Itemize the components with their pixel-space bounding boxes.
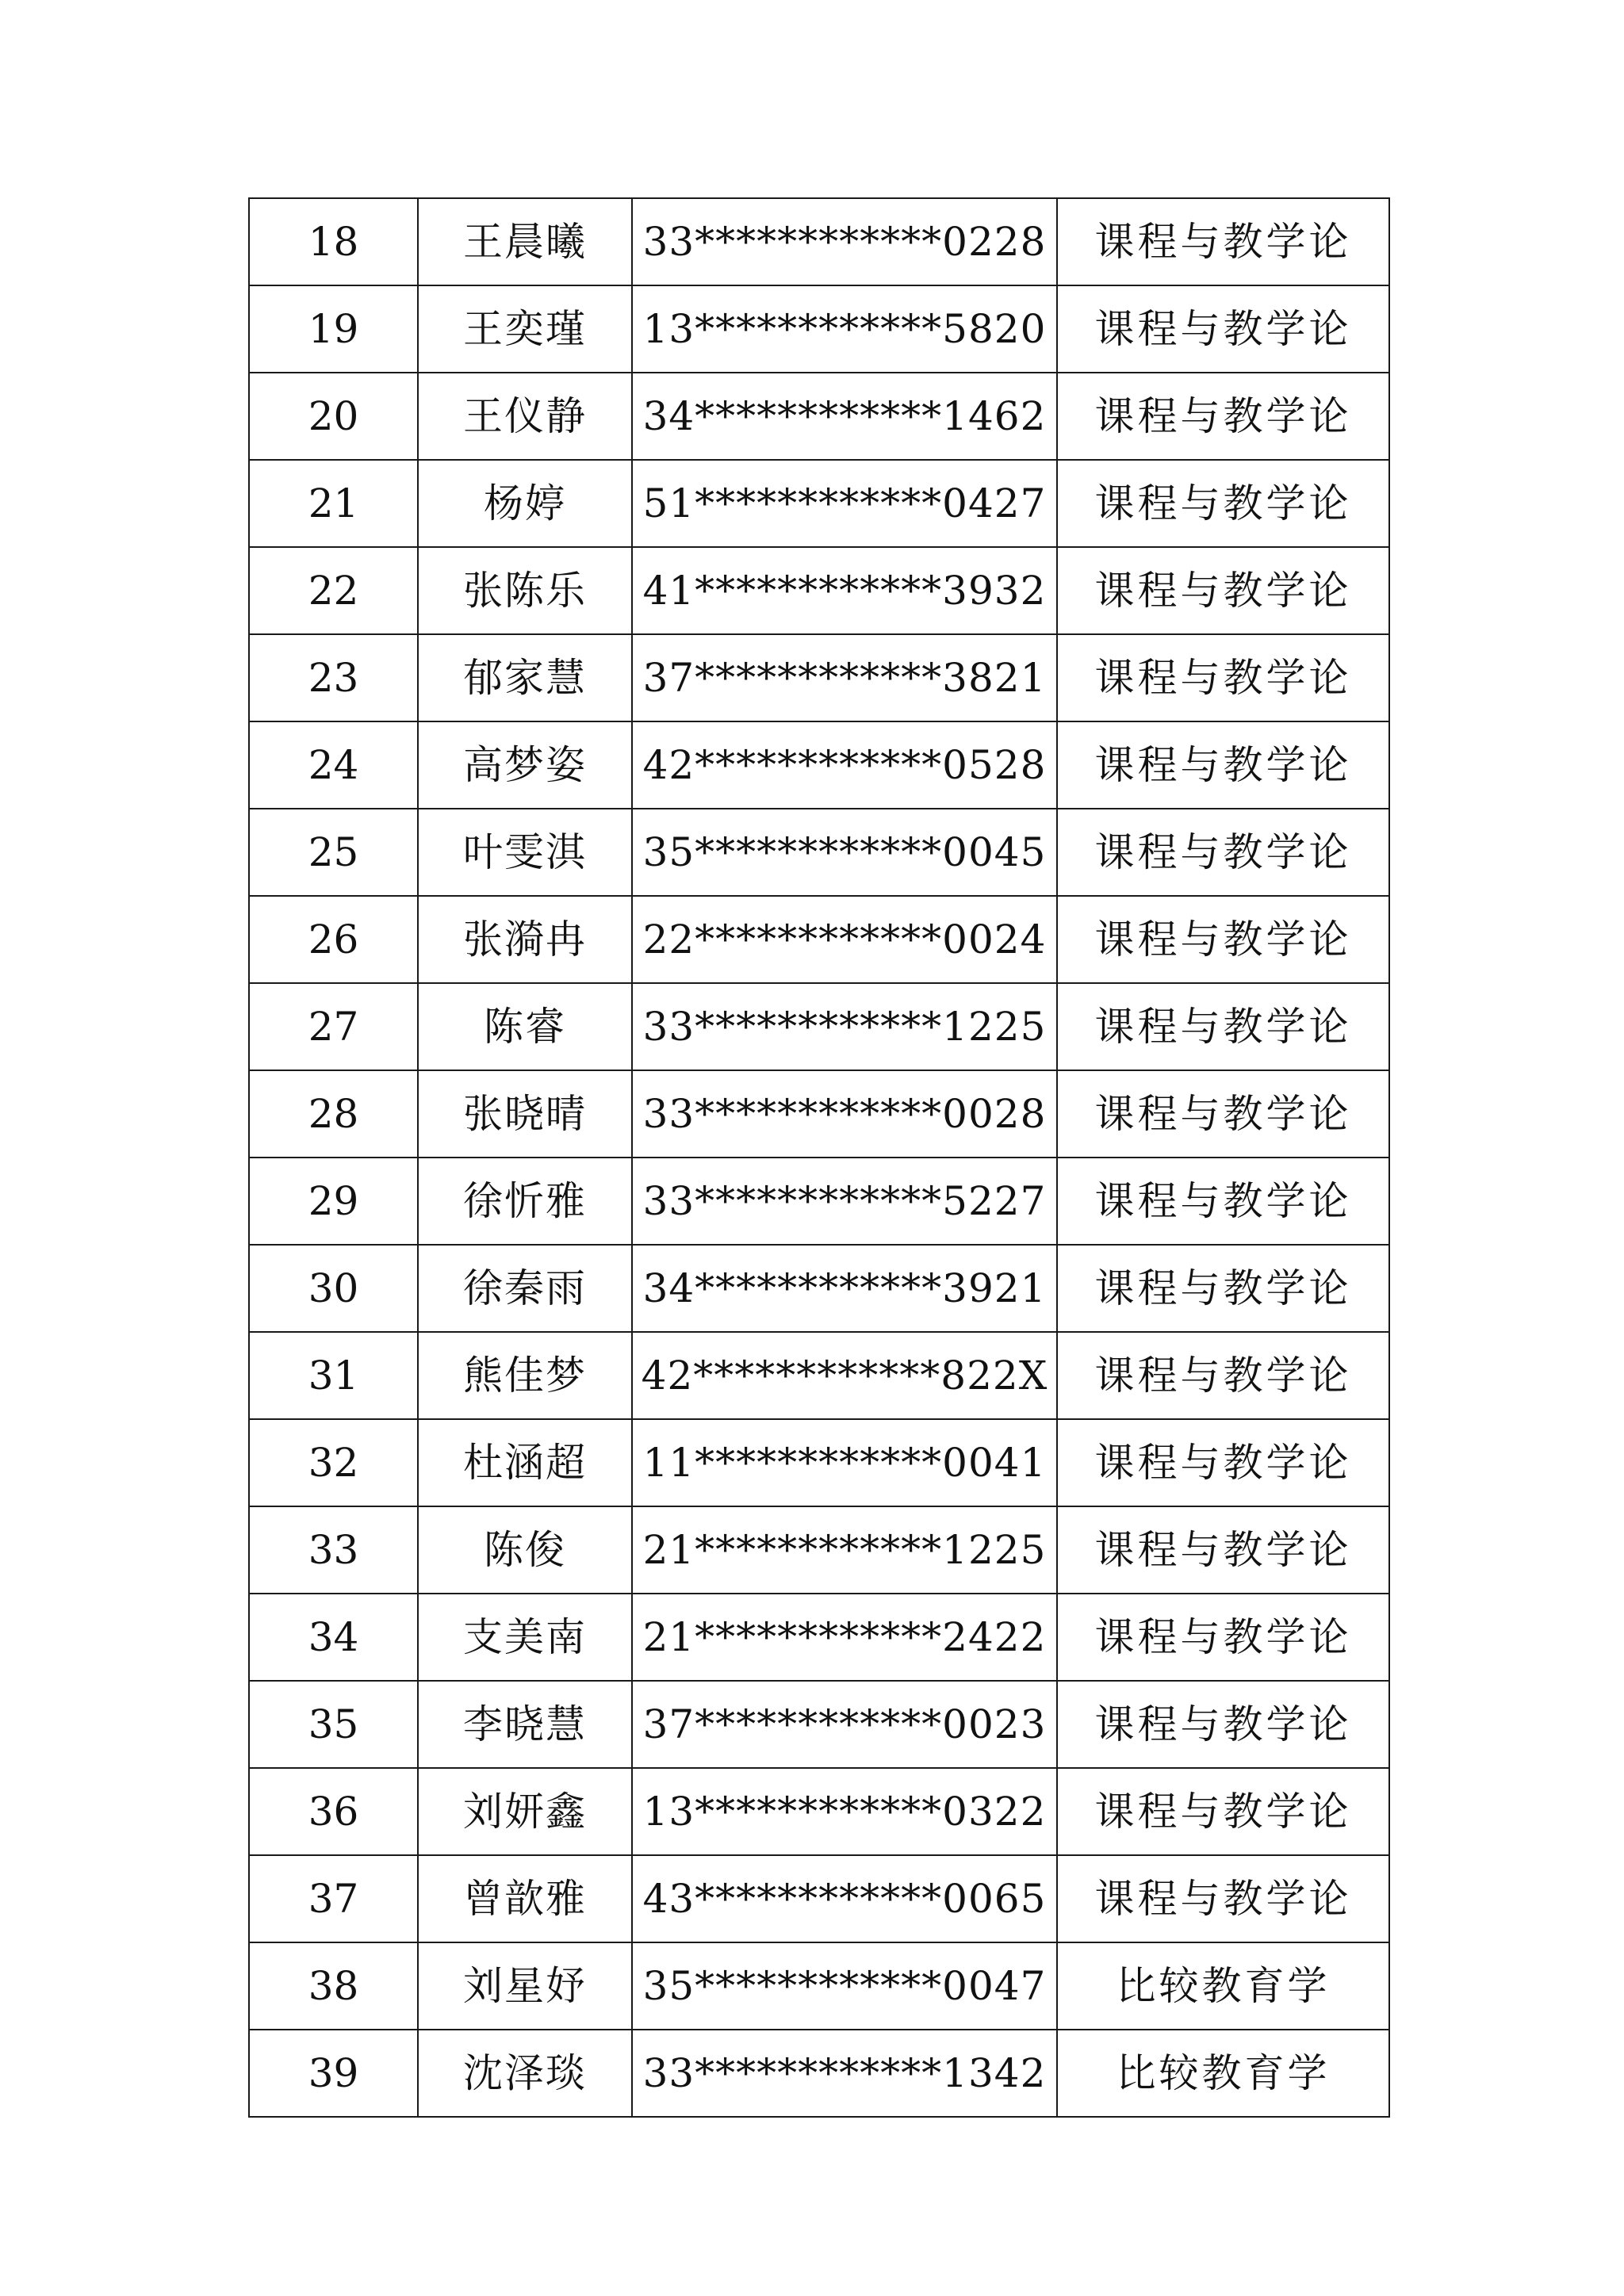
name-cell: 杜涵超 [418,1419,632,1506]
row-number-cell: 23 [249,634,418,721]
major-cell: 课程与教学论 [1057,983,1389,1070]
row-number-cell: 29 [249,1158,418,1245]
id-number-cell: 13************5820 [632,285,1057,373]
table-row [249,809,1389,896]
name-cell: 徐忻雅 [418,1158,632,1245]
name-cell: 熊佳梦 [418,1332,632,1419]
id-number-cell: 33************1225 [632,983,1057,1070]
row-number-cell: 27 [249,983,418,1070]
table-row [249,896,1389,983]
major-cell: 比较教育学 [1057,2030,1389,2117]
table-row [249,1855,1389,1942]
major-cell: 课程与教学论 [1057,373,1389,460]
id-number-cell: 41************3932 [632,547,1057,634]
name-cell: 张漪冉 [418,896,632,983]
row-number-cell: 34 [249,1594,418,1681]
row-number-cell: 26 [249,896,418,983]
id-number-cell: 34************3921 [632,1245,1057,1332]
name-cell: 张晓晴 [418,1070,632,1158]
table-row [249,1070,1389,1158]
id-number-cell: 33************0028 [632,1070,1057,1158]
row-number-cell: 37 [249,1855,418,1942]
major-cell: 课程与教学论 [1057,721,1389,809]
table-row [249,1332,1389,1419]
table-row [249,2030,1389,2117]
row-number-cell: 31 [249,1332,418,1419]
table-row [249,1942,1389,2030]
name-cell: 徐秦雨 [418,1245,632,1332]
major-cell: 课程与教学论 [1057,1681,1389,1768]
row-number-cell: 20 [249,373,418,460]
row-number-cell: 28 [249,1070,418,1158]
table-row [249,1768,1389,1855]
table-row [249,1245,1389,1332]
table-row [249,634,1389,721]
row-number-cell: 30 [249,1245,418,1332]
major-cell: 课程与教学论 [1057,1768,1389,1855]
name-cell: 陈睿 [418,983,632,1070]
major-cell: 课程与教学论 [1057,1245,1389,1332]
row-number-cell: 19 [249,285,418,373]
id-number-cell: 33************0228 [632,198,1057,285]
id-number-cell: 21************1225 [632,1506,1057,1594]
table-row [249,1594,1389,1681]
major-cell: 课程与教学论 [1057,1419,1389,1506]
name-cell: 沈泽琰 [418,2030,632,2117]
id-number-cell: 42************822X [632,1332,1057,1419]
major-cell: 课程与教学论 [1057,547,1389,634]
row-number-cell: 32 [249,1419,418,1506]
id-number-cell: 13************0322 [632,1768,1057,1855]
name-cell: 支美南 [418,1594,632,1681]
id-number-cell: 37************3821 [632,634,1057,721]
table-row [249,198,1389,285]
table-row [249,460,1389,547]
row-number-cell: 39 [249,2030,418,2117]
major-cell: 课程与教学论 [1057,1158,1389,1245]
id-number-cell: 22************0024 [632,896,1057,983]
major-cell: 课程与教学论 [1057,198,1389,285]
name-cell: 张陈乐 [418,547,632,634]
name-cell: 高梦姿 [418,721,632,809]
major-cell: 课程与教学论 [1057,460,1389,547]
row-number-cell: 25 [249,809,418,896]
name-cell: 曾歆雅 [418,1855,632,1942]
id-number-cell: 51************0427 [632,460,1057,547]
id-number-cell: 43************0065 [632,1855,1057,1942]
table-row [249,373,1389,460]
id-number-cell: 33************5227 [632,1158,1057,1245]
major-cell: 课程与教学论 [1057,896,1389,983]
id-number-cell: 42************0528 [632,721,1057,809]
table-row [249,547,1389,634]
table-row [249,1681,1389,1768]
id-number-cell: 21************2422 [632,1594,1057,1681]
row-number-cell: 21 [249,460,418,547]
id-number-cell: 35************0047 [632,1942,1057,2030]
major-cell: 课程与教学论 [1057,809,1389,896]
table-row [249,1158,1389,1245]
row-number-cell: 18 [249,198,418,285]
name-cell: 李晓慧 [418,1681,632,1768]
major-cell: 课程与教学论 [1057,1332,1389,1419]
id-number-cell: 33************1342 [632,2030,1057,2117]
id-number-cell: 34************1462 [632,373,1057,460]
id-number-cell: 11************0041 [632,1419,1057,1506]
major-cell: 课程与教学论 [1057,1506,1389,1594]
table-row [249,1419,1389,1506]
name-cell: 叶雯淇 [418,809,632,896]
name-cell: 郁家慧 [418,634,632,721]
row-number-cell: 24 [249,721,418,809]
major-cell: 课程与教学论 [1057,1855,1389,1942]
table-row [249,1506,1389,1594]
major-cell: 课程与教学论 [1057,285,1389,373]
row-number-cell: 36 [249,1768,418,1855]
name-cell: 王奕瑾 [418,285,632,373]
name-cell: 杨婷 [418,460,632,547]
major-cell: 课程与教学论 [1057,1070,1389,1158]
table-row [249,983,1389,1070]
roster-table-body [249,198,1389,2117]
id-number-cell: 35************0045 [632,809,1057,896]
major-cell: 比较教育学 [1057,1942,1389,2030]
row-number-cell: 38 [249,1942,418,2030]
roster-table [248,197,1390,2118]
name-cell: 陈俊 [418,1506,632,1594]
major-cell: 课程与教学论 [1057,634,1389,721]
name-cell: 王晨曦 [418,198,632,285]
table-row [249,721,1389,809]
name-cell: 刘妍鑫 [418,1768,632,1855]
name-cell: 刘星妤 [418,1942,632,2030]
row-number-cell: 35 [249,1681,418,1768]
row-number-cell: 33 [249,1506,418,1594]
major-cell: 课程与教学论 [1057,1594,1389,1681]
row-number-cell: 22 [249,547,418,634]
id-number-cell: 37************0023 [632,1681,1057,1768]
name-cell: 王仪静 [418,373,632,460]
table-row [249,285,1389,373]
